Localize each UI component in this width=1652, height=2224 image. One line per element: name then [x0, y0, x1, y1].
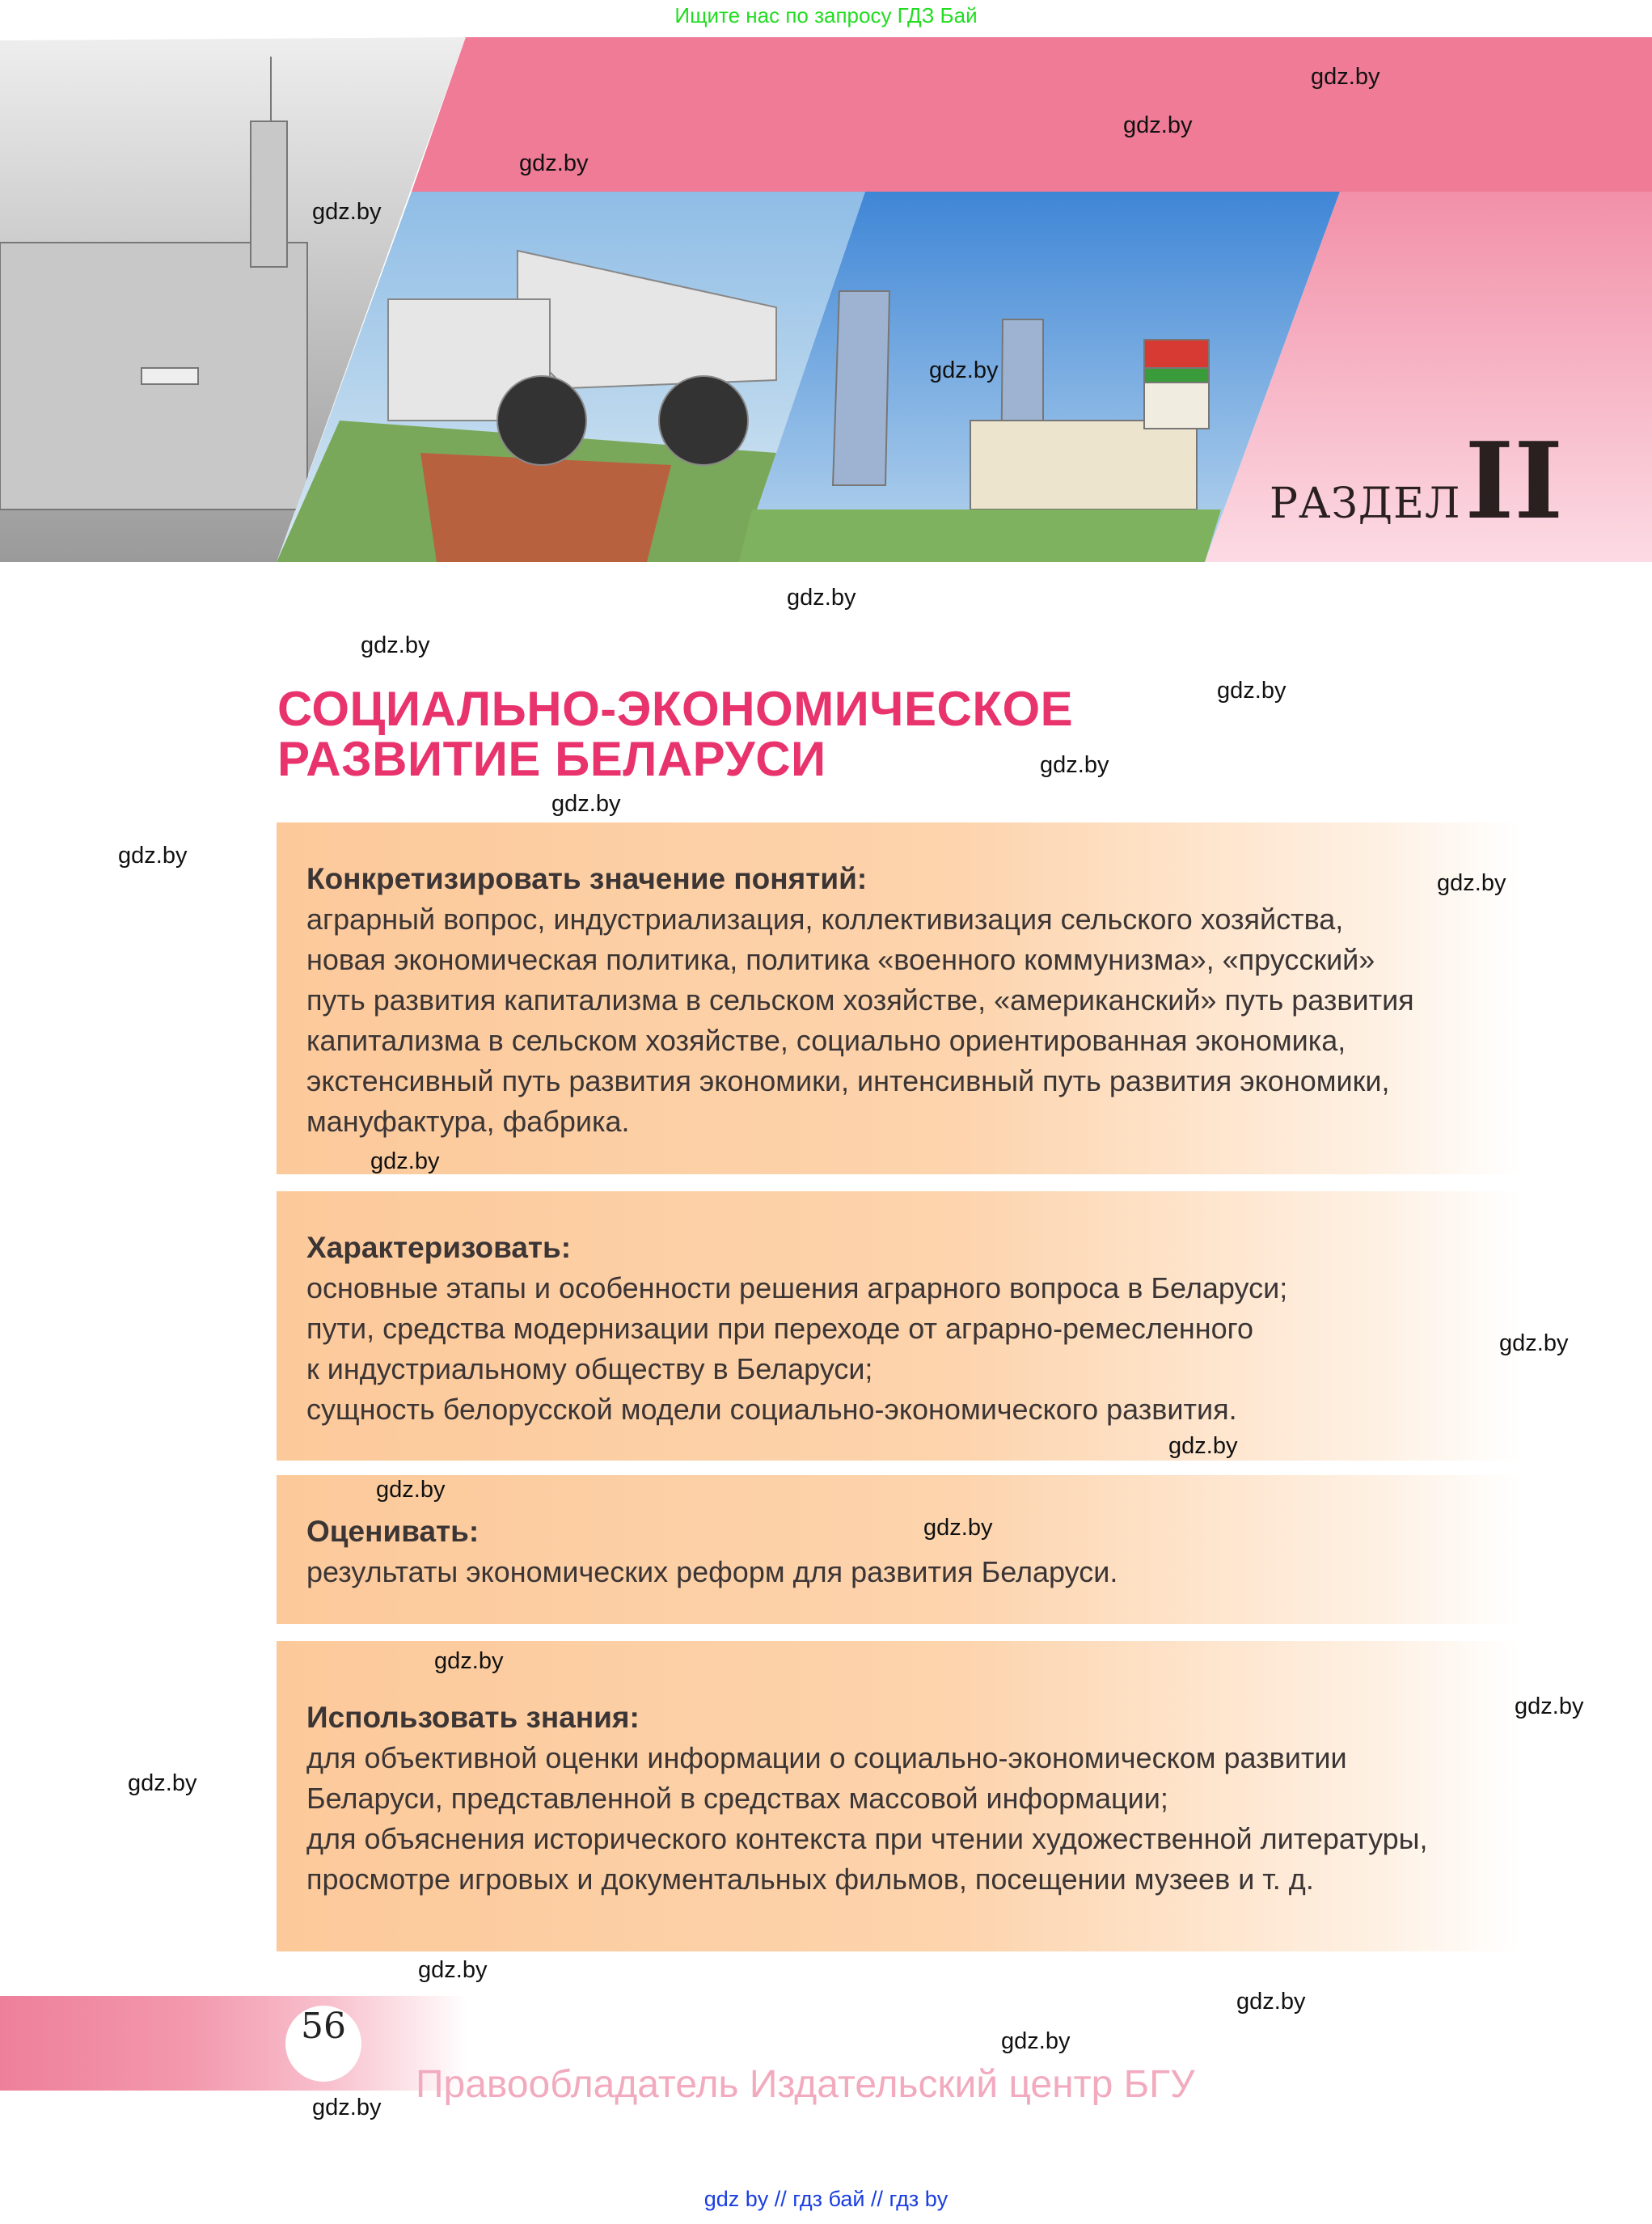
section-numeral: II [1464, 419, 1564, 543]
watermark: gdz.by [1123, 112, 1193, 138]
watermark: gdz.by [118, 843, 188, 869]
watermark: gdz.by [434, 1648, 504, 1674]
page-number: 56 [285, 2006, 361, 2082]
box-line: результаты экономических реформ для развития Беларуси. [306, 1555, 1118, 1588]
box-line: путь развития капитализма в сельском хозяйстве, «американский» путь развития [306, 983, 1414, 1017]
box-line: аграрный вопрос, индустриализация, коллективизация сельского хозяйства, [306, 903, 1344, 936]
title-line: СОЦИАЛЬНО-ЭКОНОМИЧЕСКОЕ [277, 682, 1074, 736]
box-line: просмотре игровых и документальных фильмов, посещении музеев и т. д. [306, 1862, 1314, 1896]
top-note: Ищите нас по запросу ГДЗ Бай [674, 3, 978, 27]
watermark: gdz.by [370, 1148, 440, 1174]
box-line: для объективной оценки информации о социально-экономическом развитии [306, 1741, 1347, 1774]
box-line: новая экономическая политика, политика «военного коммунизма», «прусский» [306, 943, 1375, 976]
page-title [277, 684, 1073, 784]
watermark: gdz.by [128, 1770, 197, 1796]
watermark: gdz.by [1217, 678, 1287, 704]
box-line: капитализма в сельском хозяйстве, социально ориентированная экономика, [306, 1024, 1346, 1057]
copyright-notice: Правообладатель Издательский центр БГУ [416, 2063, 1195, 2106]
truck-pedestal [420, 453, 671, 562]
pink-strip [412, 37, 1652, 192]
watermark: gdz.by [1499, 1330, 1569, 1356]
objectives-box-evaluate [277, 1475, 1522, 1624]
section-word: РАЗДЕЛ [1270, 480, 1461, 528]
watermark: gdz.by [1236, 1989, 1306, 2015]
box-line: сущность белорусской модели социально-экономического развития. [306, 1393, 1237, 1426]
watermark: gdz.by [418, 1957, 488, 1983]
box-heading: Использовать знания: [306, 1701, 640, 1734]
box-line: для объяснения исторического контекста при чтении художественной литературы, [306, 1822, 1428, 1855]
title-line: РАЗВИТИЕ БЕЛАРУСИ [277, 732, 826, 786]
watermark: gdz.by [312, 2095, 382, 2120]
watermark: gdz.by [361, 632, 430, 658]
box-line: Беларуси, представленной в средствах массовой информации; [306, 1782, 1168, 1815]
objectives-box-use-knowledge [277, 1641, 1522, 1951]
watermark: gdz.by [787, 585, 856, 611]
section-label [1270, 419, 1564, 543]
watermark: gdz.by [923, 1515, 993, 1541]
box-line: пути, средства модернизации при переходе от аграрно-ремесленного [306, 1312, 1254, 1345]
watermark: gdz.by [312, 199, 382, 225]
watermark: gdz.by [1168, 1433, 1238, 1459]
bottom-links[interactable]: gdz by // гдз бай // гдз by [703, 2187, 949, 2211]
box-line: основные этапы и особенности решения аграрного вопроса в Беларуси; [306, 1271, 1288, 1304]
box-line: мануфактура, фабрика. [306, 1105, 630, 1138]
watermark: gdz.by [519, 150, 589, 176]
box-heading: Оценивать: [306, 1515, 480, 1548]
watermark: gdz.by [1040, 752, 1109, 778]
watermark: gdz.by [1001, 2028, 1071, 2054]
watermark: gdz.by [1437, 870, 1506, 896]
box-line: к индустриальному обществу в Беларуси; [306, 1352, 873, 1385]
objectives-box-concepts [277, 822, 1522, 1174]
box-line: экстенсивный путь развития экономики, интенсивный путь развития экономики, [306, 1064, 1390, 1097]
watermark: gdz.by [1311, 64, 1380, 90]
watermark: gdz.by [376, 1477, 446, 1503]
watermark: gdz.by [551, 791, 621, 817]
objectives-box-characterize [277, 1191, 1522, 1461]
watermark: gdz.by [929, 357, 999, 383]
box-heading: Конкретизировать значение понятий: [306, 862, 868, 895]
footer-bar [0, 1996, 469, 2091]
box-heading: Характеризовать: [306, 1231, 572, 1264]
watermark: gdz.by [1515, 1693, 1584, 1719]
